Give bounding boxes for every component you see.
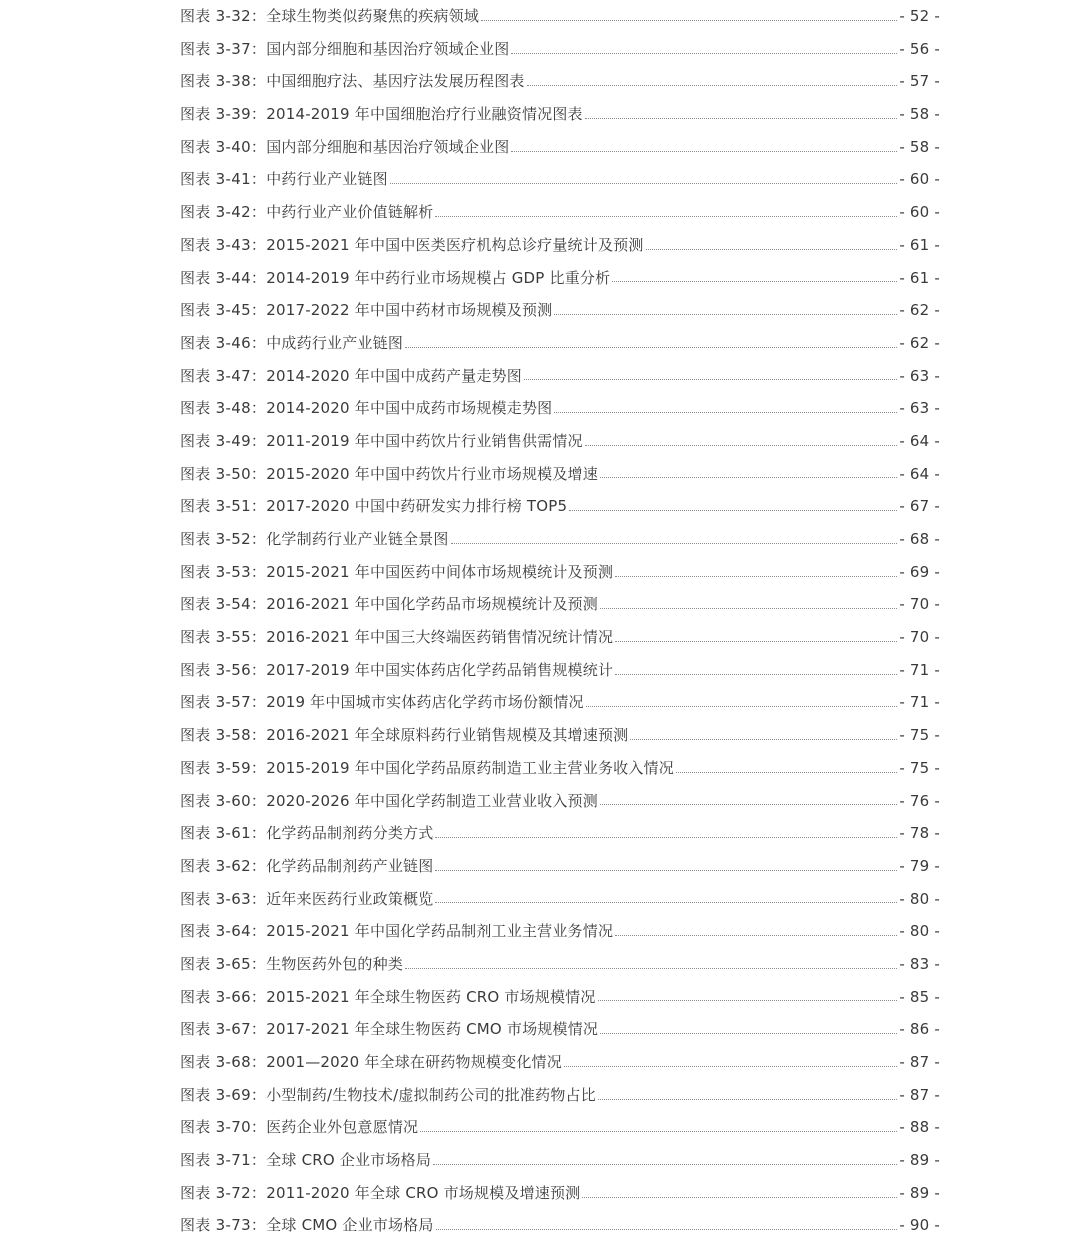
page-number: - 79 - (899, 856, 940, 875)
page-number: - 89 - (899, 1183, 940, 1202)
dot-leader (598, 1000, 898, 1001)
figure-number: 图表 3-46： (180, 333, 267, 352)
toc-entry[interactable] (180, 719, 940, 752)
figure-number: 图表 3-40： (180, 137, 267, 156)
figure-title: 近年来医药行业政策概览 (266, 889, 434, 908)
dot-leader (435, 870, 897, 871)
toc-entry[interactable] (180, 262, 940, 295)
figure-title: 2016-2021 年中国三大终端医药销售情况统计情况 (266, 628, 614, 647)
page-number: - 89 - (899, 1151, 940, 1170)
page-number: - 87 - (899, 1085, 940, 1104)
toc-entry[interactable] (180, 1209, 940, 1242)
page-number: - 52 - (899, 7, 940, 25)
page-number: - 68 - (899, 530, 940, 548)
figure-title: 2017-2020 中国中药研发实力排行榜 TOP5 (266, 497, 568, 516)
page-number: - 60 - (899, 203, 940, 222)
figure-number: 图表 3-60： (180, 791, 267, 810)
dot-leader (615, 576, 897, 577)
dot-leader (630, 739, 897, 740)
page-number: - 63 - (899, 399, 940, 418)
figure-title: 2017-2022 年中国中药材市场规模及预测 (266, 301, 553, 320)
dot-leader (585, 118, 898, 119)
figure-number: 图表 3-68： (180, 1053, 267, 1071)
figure-title: 2020-2026 年中国化学药制造工业营业收入预测 (266, 791, 598, 810)
page-number: - 75 - (899, 726, 940, 745)
dot-leader (600, 608, 897, 609)
page-number: - 78 - (899, 824, 940, 843)
dot-leader (600, 477, 897, 478)
figure-number: 图表 3-50： (180, 464, 267, 483)
figure-number: 图表 3-58： (180, 726, 267, 745)
figure-title: 2011-2019 年中国中药饮片行业销售供需情况 (266, 431, 583, 450)
figure-title: 2015-2020 年中国中药饮片行业市场规模及增速 (266, 464, 598, 483)
dot-leader (435, 216, 897, 217)
dot-leader (615, 641, 897, 642)
figure-title: 中药行业产业价值链解析 (266, 203, 434, 222)
toc-entry[interactable] (180, 621, 940, 654)
toc-entry[interactable] (180, 752, 940, 785)
figure-number: 图表 3-70： (180, 1118, 267, 1137)
figure-number: 图表 3-71： (180, 1151, 267, 1170)
dot-leader (524, 379, 897, 380)
toc-entry[interactable] (180, 294, 940, 327)
toc-entry[interactable] (180, 948, 940, 981)
toc-entry[interactable] (180, 98, 940, 131)
page-number: - 63 - (899, 366, 940, 385)
page-number: - 58 - (899, 137, 940, 156)
dot-leader (511, 53, 897, 54)
figure-number: 图表 3-64： (180, 922, 267, 941)
figure-title: 2015-2019 年中国化学药品原药制造工业主营业务收入情况 (266, 758, 674, 777)
page-number: - 71 - (899, 693, 940, 712)
figure-title: 2014-2020 年中国中成药市场规模走势图 (266, 399, 553, 418)
toc-entry[interactable] (180, 981, 940, 1014)
figure-title: 化学制药行业产业链全景图 (266, 530, 449, 548)
toc-entry[interactable] (180, 1177, 940, 1210)
figure-number: 图表 3-42： (180, 203, 267, 222)
dot-leader (435, 902, 897, 903)
page-number: - 61 - (899, 268, 940, 287)
toc-entry[interactable] (180, 817, 940, 850)
figure-title: 2015-2021 年全球生物医药 CRO 市场规模情况 (266, 987, 596, 1006)
dot-leader (435, 837, 897, 838)
toc-entry[interactable] (180, 65, 940, 98)
page-number: - 67 - (899, 497, 940, 516)
figure-number: 图表 3-65： (180, 954, 267, 973)
figure-title: 2015-2021 年中国医药中间体市场规模统计及预测 (266, 562, 614, 581)
figure-title: 2014-2019 年中药行业市场规模占 GDP 比重分析 (266, 268, 611, 287)
figure-number: 图表 3-43： (180, 235, 267, 254)
page-number: - 71 - (899, 660, 940, 679)
figure-number: 图表 3-57： (180, 693, 267, 712)
figure-title: 2017-2019 年中国实体药店化学药品销售规模统计 (266, 660, 614, 679)
page-number: - 86 - (899, 1020, 940, 1039)
dot-leader (481, 20, 897, 21)
figure-title: 全球生物类似药聚焦的疾病领域 (266, 7, 480, 25)
figure-title: 小型制药/生物技术/虚拟制药公司的批准药物占比 (266, 1085, 596, 1104)
page-number: - 75 - (899, 758, 940, 777)
figure-number: 图表 3-62： (180, 856, 267, 875)
figure-title: 2014-2019 年中国细胞治疗行业融资情况图表 (266, 105, 583, 124)
toc-entry[interactable] (180, 883, 940, 916)
dot-leader (676, 772, 897, 773)
figure-number: 图表 3-39： (180, 105, 267, 124)
page-number: - 56 - (899, 39, 940, 58)
toc-entry[interactable] (180, 490, 940, 523)
dot-leader (564, 1066, 897, 1067)
toc-entry[interactable] (180, 1013, 940, 1046)
figure-number: 图表 3-56： (180, 660, 267, 679)
dot-leader (405, 968, 897, 969)
dot-leader (420, 1131, 897, 1132)
figure-title: 中药行业产业链图 (266, 170, 388, 189)
figure-number: 图表 3-44： (180, 268, 267, 287)
figure-title: 国内部分细胞和基因治疗领域企业图 (266, 137, 510, 156)
page-number: - 70 - (899, 628, 940, 647)
figure-title: 全球 CMO 企业市场格局 (266, 1216, 434, 1235)
page-number: - 61 - (899, 235, 940, 254)
dot-leader (554, 412, 897, 413)
toc-entry[interactable] (180, 1079, 940, 1112)
dot-leader (615, 674, 897, 675)
toc-entry[interactable] (180, 229, 940, 262)
dot-leader (612, 281, 897, 282)
figure-number: 图表 3-63： (180, 889, 267, 908)
toc-entry[interactable] (180, 163, 940, 196)
toc-entry[interactable] (180, 1144, 940, 1177)
page-number: - 88 - (899, 1118, 940, 1137)
figure-number: 图表 3-47： (180, 366, 267, 385)
figure-number: 图表 3-61： (180, 824, 267, 843)
figure-number: 图表 3-67： (180, 1020, 267, 1039)
page-number: - 85 - (899, 987, 940, 1006)
toc-entry[interactable] (180, 360, 940, 393)
figure-number: 图表 3-32： (180, 7, 267, 25)
figure-title: 全球 CRO 企业市场格局 (266, 1151, 432, 1170)
dot-leader (586, 706, 898, 707)
page-number: - 83 - (899, 954, 940, 973)
dot-leader (405, 347, 897, 348)
toc-entry[interactable] (180, 33, 940, 66)
toc-entry[interactable] (180, 425, 940, 458)
figure-title: 2016-2021 年全球原料药行业销售规模及其增速预测 (266, 726, 629, 745)
dot-leader (569, 510, 897, 511)
figure-number: 图表 3-45： (180, 301, 267, 320)
figure-number: 图表 3-52： (180, 530, 267, 548)
figure-number: 图表 3-53： (180, 562, 267, 581)
toc-entry[interactable] (180, 392, 940, 425)
table-of-figures (180, 0, 940, 1242)
page-number: - 76 - (899, 791, 940, 810)
dot-leader (511, 151, 897, 152)
figure-number: 图表 3-54： (180, 595, 267, 614)
figure-number: 图表 3-66： (180, 987, 267, 1006)
figure-title: 2011-2020 年全球 CRO 市场规模及增速预测 (266, 1183, 581, 1202)
figure-number: 图表 3-69： (180, 1085, 267, 1104)
page-number: - 64 - (899, 464, 940, 483)
figure-title: 2017-2021 年全球生物医药 CMO 市场规模情况 (266, 1020, 599, 1039)
figure-number: 图表 3-72： (180, 1183, 267, 1202)
dot-leader (646, 249, 898, 250)
page-number: - 62 - (899, 301, 940, 320)
figure-number: 图表 3-37： (180, 39, 267, 58)
dot-leader (436, 1229, 898, 1230)
page-number: - 58 - (899, 105, 940, 124)
toc-entry[interactable] (180, 1046, 940, 1079)
figure-title: 2015-2021 年中国中医类医疗机构总诊疗量统计及预测 (266, 235, 644, 254)
dot-leader (600, 804, 897, 805)
figure-title: 2015-2021 年中国化学药品制剂工业主营业务情况 (266, 922, 614, 941)
toc-entry[interactable] (180, 588, 940, 621)
page-number: - 62 - (899, 333, 940, 352)
dot-leader (451, 543, 898, 544)
figure-title: 生物医药外包的种类 (266, 954, 404, 973)
page-number: - 64 - (899, 431, 940, 450)
toc-entry[interactable] (180, 0, 940, 33)
figure-title: 2019 年中国城市实体药店化学药市场份额情况 (266, 693, 584, 712)
figure-title: 医药企业外包意愿情况 (266, 1118, 419, 1137)
figure-number: 图表 3-38： (180, 72, 267, 91)
dot-leader (600, 1033, 897, 1034)
dot-leader (433, 1164, 897, 1165)
figure-number: 图表 3-49： (180, 431, 267, 450)
toc-entry[interactable] (180, 686, 940, 719)
toc-entry[interactable] (180, 131, 940, 164)
figure-number: 图表 3-51： (180, 497, 267, 516)
figure-number: 图表 3-55： (180, 628, 267, 647)
toc-entry[interactable] (180, 556, 940, 589)
toc-entry[interactable] (180, 196, 940, 229)
dot-leader (582, 1197, 897, 1198)
figure-title: 化学药品制剂药分类方式 (266, 824, 434, 843)
figure-title: 化学药品制剂药产业链图 (266, 856, 434, 875)
toc-entry[interactable] (180, 523, 940, 556)
page-number: - 70 - (899, 595, 940, 614)
figure-title: 国内部分细胞和基因治疗领域企业图 (266, 39, 510, 58)
dot-leader (390, 183, 898, 184)
dot-leader (598, 1099, 897, 1100)
dot-leader (615, 935, 897, 936)
page-number: - 80 - (899, 889, 940, 908)
toc-entry[interactable] (180, 850, 940, 883)
figure-number: 图表 3-59： (180, 758, 267, 777)
toc-entry[interactable] (180, 327, 940, 360)
figure-title: 2014-2020 年中国中成药产量走势图 (266, 366, 522, 385)
figure-title: 2001—2020 年全球在研药物规模变化情况 (266, 1053, 562, 1071)
page-number: - 57 - (899, 72, 940, 91)
dot-leader (527, 85, 898, 86)
page-number: - 87 - (899, 1053, 940, 1071)
figure-number: 图表 3-48： (180, 399, 267, 418)
toc-entry[interactable] (180, 915, 940, 948)
dot-leader (585, 445, 898, 446)
toc-entry[interactable] (180, 458, 940, 491)
toc-entry[interactable] (180, 654, 940, 687)
figure-title: 中成药行业产业链图 (266, 333, 404, 352)
figure-number: 图表 3-73： (180, 1216, 267, 1235)
page-number: - 69 - (899, 562, 940, 581)
figure-title: 中国细胞疗法、基因疗法发展历程图表 (266, 72, 525, 91)
toc-entry[interactable] (180, 1111, 940, 1144)
page-number: - 80 - (899, 922, 940, 941)
dot-leader (554, 314, 897, 315)
toc-entry[interactable] (180, 785, 940, 818)
page-number: - 90 - (899, 1216, 940, 1235)
page-number: - 60 - (899, 170, 940, 189)
figure-title: 2016-2021 年中国化学药品市场规模统计及预测 (266, 595, 598, 614)
figure-number: 图表 3-41： (180, 170, 267, 189)
